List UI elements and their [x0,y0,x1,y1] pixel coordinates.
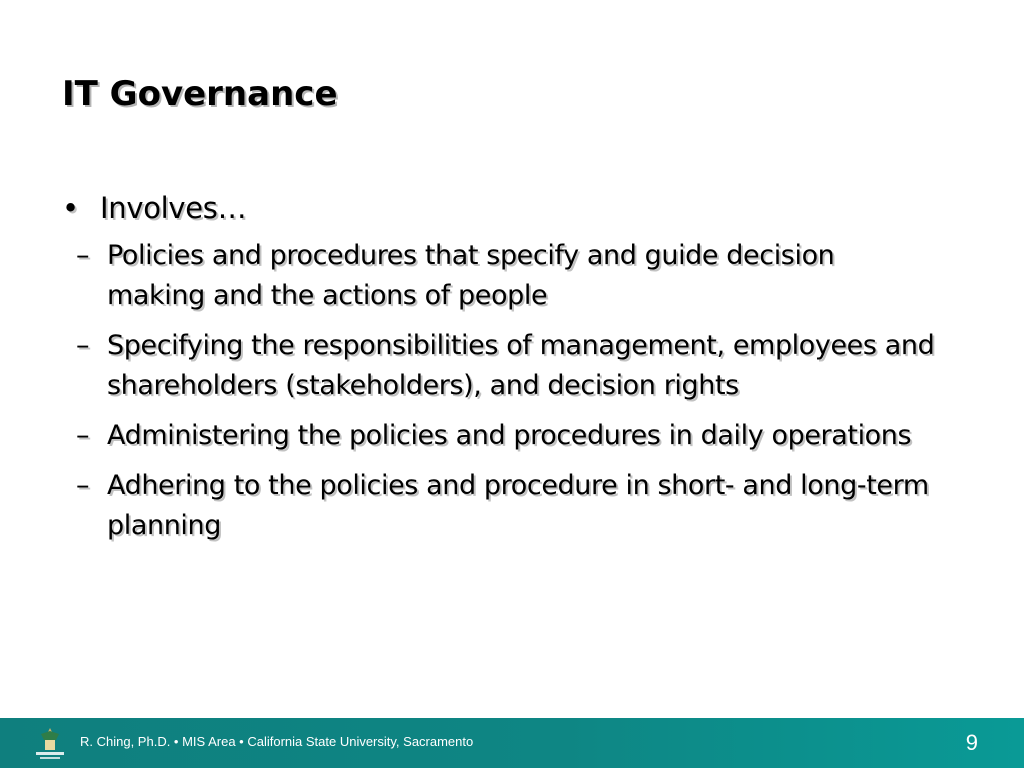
sub-bullet-item [62,416,937,456]
dash-icon: – [76,470,90,501]
page-number: 9 [965,730,978,755]
sub-bullet-text: Specifying the responsibilities of management, employees and shareholders (stakeholders), and decision rights [107,330,935,401]
dash-icon: – [76,330,90,361]
dash-icon: – [76,240,90,271]
bullet-list [62,188,962,556]
bullet-text: Involves… [100,191,247,225]
sub-bullet-text: Adhering to the policies and procedure in short- and long-term planning [107,470,929,541]
footer-bar [0,718,1024,768]
sub-bullet-item [62,236,937,316]
footer-text: R. Ching, Ph.D. • MIS Area • California State University, Sacramento [80,734,474,749]
bullet-item-involves [62,188,962,546]
sacramento-state-logo-icon [30,726,70,764]
slide-title: IT Governance [62,74,338,114]
sub-bullet-text: Policies and procedures that specify and guide decision making and the actions of people [107,240,835,311]
sub-bullet-item [62,466,937,546]
bullet-icon: • [62,191,79,225]
sub-bullet-text: Administering the policies and procedures in daily operations [107,420,912,451]
sub-bullet-list [62,236,962,546]
sub-bullet-item [62,326,937,406]
dash-icon: – [76,420,90,451]
